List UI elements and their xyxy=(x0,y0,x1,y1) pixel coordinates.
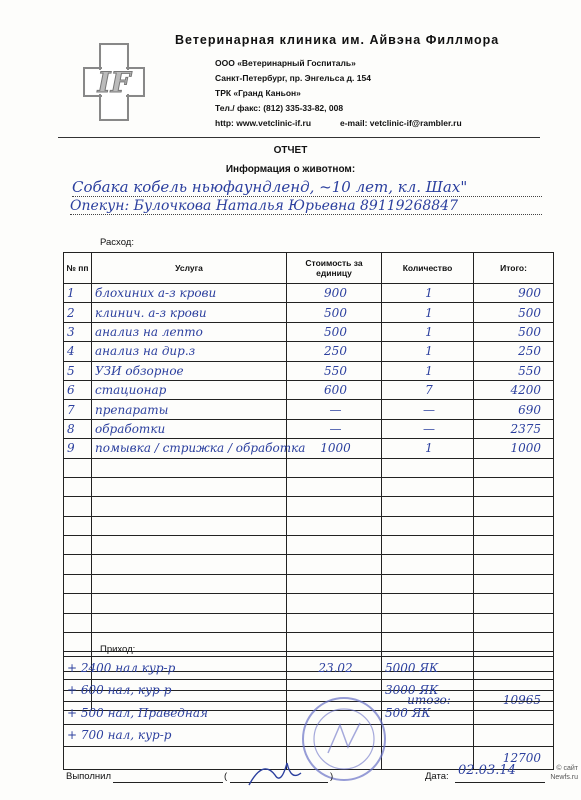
empty-cell xyxy=(287,594,382,613)
row-total: 4200 xyxy=(474,380,554,399)
empty-cell xyxy=(287,574,382,593)
row-quantity: 1 xyxy=(382,342,474,361)
watermark: © сайт Newfs.ru xyxy=(550,765,578,781)
income-amount: 5000 ЯК xyxy=(382,657,474,680)
empty-cell xyxy=(474,536,554,555)
table-row xyxy=(64,361,554,380)
row-quantity: — xyxy=(382,400,474,419)
row-number: 4 xyxy=(64,342,92,361)
empty-cell xyxy=(474,633,554,652)
row-total: 550 xyxy=(474,361,554,380)
income-text: + 600 нал, кур-р xyxy=(64,679,287,702)
empty-cell xyxy=(474,458,554,477)
empty-row xyxy=(64,458,554,477)
email: e-mail: vetclinic-if@rambler.ru xyxy=(340,118,462,128)
row-number: 5 xyxy=(64,361,92,380)
empty-cell xyxy=(474,679,554,702)
empty-cell xyxy=(287,536,382,555)
empty-cell xyxy=(92,555,287,574)
empty-cell xyxy=(474,497,554,516)
row-service: анализ на дир.з xyxy=(92,342,287,361)
row-total: 500 xyxy=(474,303,554,322)
empty-cell xyxy=(474,657,554,680)
row-total: 250 xyxy=(474,342,554,361)
col-header-number: № пп xyxy=(64,253,92,284)
empty-cell xyxy=(287,458,382,477)
org-name: ООО «Ветеринарный Госпиталь» xyxy=(215,58,356,68)
signature xyxy=(245,755,305,790)
row-number: 3 xyxy=(64,322,92,341)
empty-cell xyxy=(382,613,474,632)
row-price: 900 xyxy=(287,284,382,303)
row-service: препараты xyxy=(92,400,287,419)
empty-cell xyxy=(92,613,287,632)
sum-label: итого: xyxy=(382,691,474,710)
income-text: + 2400 нал кур-р xyxy=(64,657,287,680)
row-number: 9 xyxy=(64,439,92,458)
empty-cell xyxy=(382,633,474,652)
empty-cell xyxy=(382,516,474,535)
row-price: 500 xyxy=(287,303,382,322)
empty-cell xyxy=(92,458,287,477)
row-price: — xyxy=(287,400,382,419)
empty-row xyxy=(64,633,554,652)
col-header-total: Итого: xyxy=(474,253,554,284)
empty-cell xyxy=(474,702,554,725)
svg-text:IF: IF xyxy=(97,66,131,99)
report-title: ОТЧЕТ xyxy=(273,145,308,156)
row-number: 6 xyxy=(64,380,92,399)
clinic-name: Ветеринарная клиника им. Айвэна Филлмора xyxy=(175,33,500,47)
empty-cell xyxy=(64,613,92,632)
income-total: 12700 xyxy=(474,747,554,770)
row-price: 500 xyxy=(287,322,382,341)
empty-cell xyxy=(382,477,474,496)
empty-cell xyxy=(64,497,92,516)
row-service: стационар xyxy=(92,380,287,399)
mall-name: ТРК «Гранд Каньон» xyxy=(215,88,301,98)
income-amount: 3000 ЯК xyxy=(382,679,474,702)
empty-cell xyxy=(64,633,92,652)
table-row xyxy=(64,380,554,399)
table-row xyxy=(64,439,554,458)
income-date: 23.02 xyxy=(287,657,382,680)
empty-cell xyxy=(474,724,554,747)
empty-cell xyxy=(64,516,92,535)
empty-row xyxy=(64,574,554,593)
address: Санкт-Петербург, пр. Энгельса д. 154 xyxy=(215,73,371,83)
empty-cell xyxy=(64,574,92,593)
income-amount xyxy=(382,724,474,747)
empty-cell xyxy=(92,594,287,613)
phone: Тел./ факс: (812) 335-33-82, 008 xyxy=(215,103,344,113)
row-number: 2 xyxy=(64,303,92,322)
row-total: 2375 xyxy=(474,419,554,438)
row-number: 7 xyxy=(64,400,92,419)
row-price: 250 xyxy=(287,342,382,361)
table-row xyxy=(64,322,554,341)
empty-cell xyxy=(64,594,92,613)
row-quantity: 1 xyxy=(382,284,474,303)
income-row xyxy=(64,657,554,680)
row-price: 600 xyxy=(287,380,382,399)
row-total: 900 xyxy=(474,284,554,303)
website: http: www.vetclinic-if.ru xyxy=(215,118,312,128)
empty-cell xyxy=(474,574,554,593)
paren-close: ) xyxy=(330,771,334,782)
row-number: 1 xyxy=(64,284,92,303)
row-service: анализ на лепто xyxy=(92,322,287,341)
col-header-unit-price: Стоимость за единицу xyxy=(287,253,382,284)
row-quantity: 1 xyxy=(382,303,474,322)
empty-cell xyxy=(474,555,554,574)
header-divider xyxy=(58,137,540,138)
empty-row xyxy=(64,477,554,496)
row-service: клинич. а-з крови xyxy=(92,303,287,322)
empty-cell xyxy=(92,497,287,516)
row-total: 500 xyxy=(474,322,554,341)
empty-cell xyxy=(287,497,382,516)
clinic-stamp xyxy=(300,695,388,783)
table-row xyxy=(64,303,554,322)
date-line xyxy=(455,782,545,783)
empty-cell xyxy=(287,613,382,632)
animal-line-2: Опекун: Булочкова Наталья Юрьевна 89119268847 xyxy=(70,198,542,215)
row-total: 690 xyxy=(474,400,554,419)
table-row xyxy=(64,284,554,303)
empty-row xyxy=(64,613,554,632)
income-text: + 700 нал, кур-р xyxy=(64,724,287,747)
empty-cell xyxy=(92,536,287,555)
row-price: 550 xyxy=(287,361,382,380)
income-label: Приход: xyxy=(100,644,136,655)
empty-cell xyxy=(287,477,382,496)
expense-table xyxy=(63,252,554,711)
empty-cell xyxy=(287,516,382,535)
empty-cell xyxy=(64,555,92,574)
empty-cell xyxy=(64,458,92,477)
empty-cell xyxy=(474,613,554,632)
table-row xyxy=(64,342,554,361)
expense-label: Расход: xyxy=(100,237,134,248)
empty-row xyxy=(64,516,554,535)
empty-cell xyxy=(382,497,474,516)
income-text: + 500 нал, Праведная xyxy=(64,702,287,725)
clinic-logo xyxy=(82,42,146,122)
row-service: обработки xyxy=(92,419,287,438)
row-price: 1000 xyxy=(287,439,382,458)
animal-info-title: Информация о животном: xyxy=(225,164,356,175)
empty-cell xyxy=(382,536,474,555)
row-number: 8 xyxy=(64,419,92,438)
row-service: УЗИ обзорное xyxy=(92,361,287,380)
empty-cell xyxy=(474,477,554,496)
empty-cell xyxy=(382,594,474,613)
empty-cell xyxy=(92,516,287,535)
date-label: Дата: xyxy=(425,771,449,782)
row-quantity: 1 xyxy=(382,361,474,380)
table-row xyxy=(64,419,554,438)
expense-header-row xyxy=(64,253,554,284)
empty-cell xyxy=(287,555,382,574)
empty-row xyxy=(64,497,554,516)
row-total: 1000 xyxy=(474,439,554,458)
empty-cell xyxy=(64,536,92,555)
empty-cell xyxy=(92,574,287,593)
row-quantity: 1 xyxy=(382,322,474,341)
executor-signature-line xyxy=(113,782,223,783)
col-header-quantity: Количество xyxy=(382,253,474,284)
date-value: 02.03.14 xyxy=(458,763,516,778)
empty-cell xyxy=(92,477,287,496)
empty-cell xyxy=(64,477,92,496)
empty-cell xyxy=(287,633,382,652)
empty-cell xyxy=(382,458,474,477)
empty-cell xyxy=(474,516,554,535)
row-service: помывка / стрижка / обработка xyxy=(92,439,287,458)
sum-value: 10965 xyxy=(474,691,554,710)
row-quantity: 7 xyxy=(382,380,474,399)
empty-row xyxy=(64,536,554,555)
empty-cell xyxy=(382,574,474,593)
empty-cell xyxy=(474,594,554,613)
income-amount: 500 ЯК xyxy=(382,702,474,725)
empty-cell xyxy=(382,555,474,574)
col-header-service: Услуга xyxy=(92,253,287,284)
row-price: — xyxy=(287,419,382,438)
animal-line-1: Собака кобель ньюфаундленд, ~10 лет, кл. Шах" xyxy=(72,178,542,197)
empty-row xyxy=(64,594,554,613)
executed-label: Выполнил xyxy=(66,771,112,782)
paren-open: ( xyxy=(224,771,228,782)
row-quantity: — xyxy=(382,419,474,438)
row-service: блохиних а-з крови xyxy=(92,284,287,303)
empty-row xyxy=(64,555,554,574)
row-quantity: 1 xyxy=(382,439,474,458)
table-row xyxy=(64,400,554,419)
